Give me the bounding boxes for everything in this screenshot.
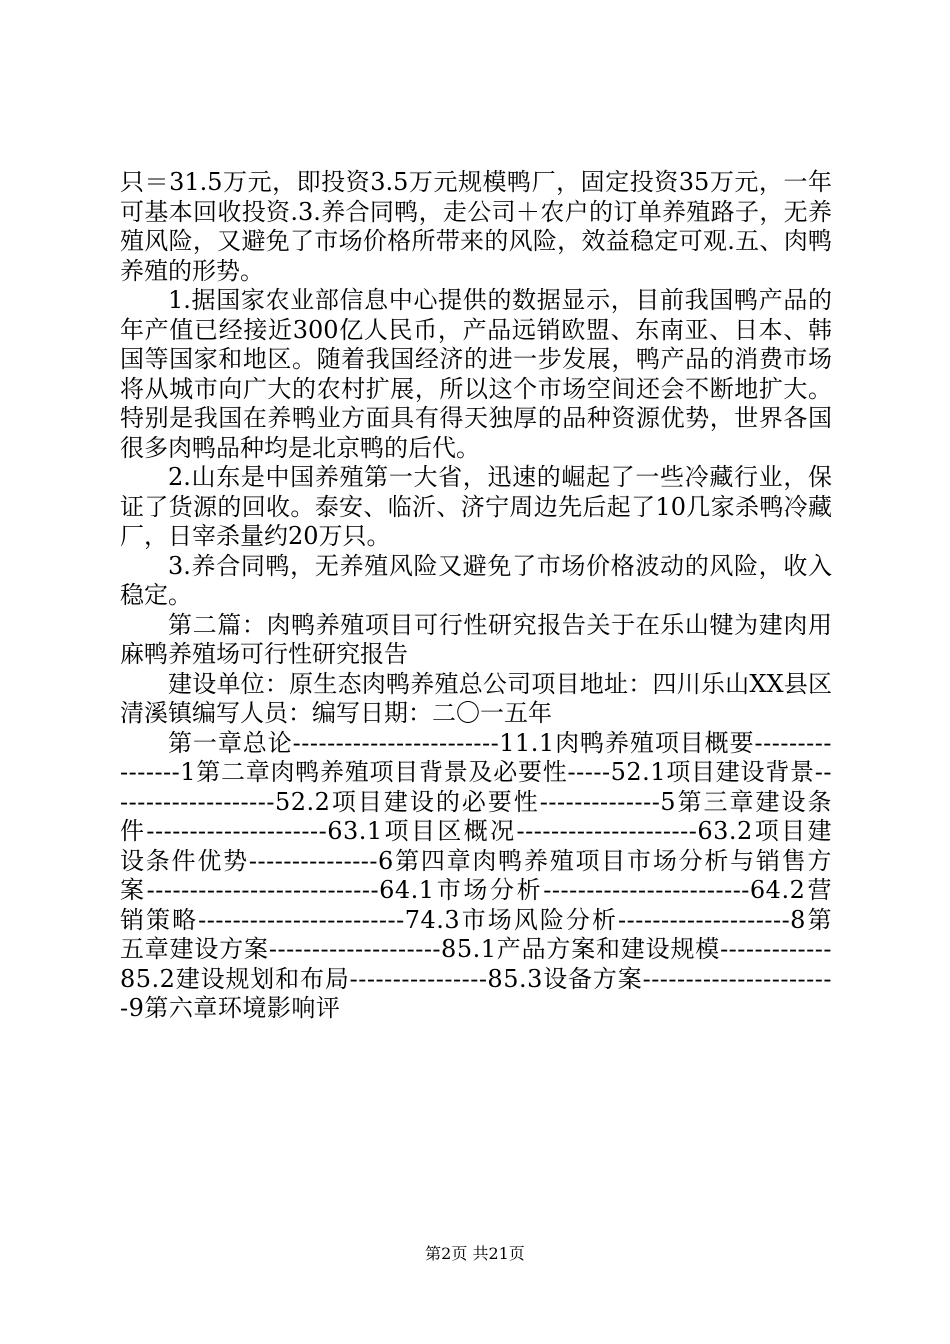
paragraph-contract-ducks: 3.养合同鸭，无养殖风险又避免了市场价格波动的风险，收入稳定。 — [120, 551, 832, 609]
page-footer: 第2页 共21页 — [425, 1244, 525, 1263]
paragraph-investment-return: 只＝31.5万元，即投资3.5万元规模鸭厂，固定投资35万元，一年可基本回收投资.3.养合同鸭，走公司＋农户的订单养殖路子，无养殖风险，又避免了市场价格所带来的风险，效益稳定可观.五、肉鸭养殖的形势。 — [120, 168, 832, 285]
paragraph-project-info: 建设单位：原生态肉鸭养殖总公司项目地址：四川乐山XX县区清溪镇编写人员：编写日期：二〇一五年 — [120, 669, 832, 727]
paragraph-shandong: 2.山东是中国养殖第一大省，迅速的崛起了一些冷藏行业，保证了货源的回收。泰安、临沂、济宁周边先后起了10几家杀鸭冷藏厂，日宰杀量约20万只。 — [120, 463, 832, 550]
paragraph-part-two-title: 第二篇：肉鸭养殖项目可行性研究报告关于在乐山犍为建肉用麻鸭养殖场可行性研究报告 — [120, 610, 832, 668]
table-of-contents: 第一章总论------------------------11.1肉鸭养殖项目概要----------------1第二章肉鸭养殖项目背景及必要性-----52.1项目建设背景--------------------52.2项目建设的必要性--------------5第三章建设条件---------------------63.1项目区概况---------------------63.2项目建设条件优势---------------6第四章肉鸭养殖项目市场分析与销售方案---------------------------64.1市场分析------------------------64.2营销策略------------------------74.3市场风险分析--------------------8第五章建设方案--------------------85.1产品方案和建设规模-------------85.2建设规划和布局----------------85.3设备方案-----------------------9第六章环境影响评 — [120, 728, 832, 1022]
document-body — [120, 168, 832, 1024]
paragraph-market-data: 1.据国家农业部信息中心提供的数据显示，目前我国鸭产品的年产值已经接近300亿人民币，产品远销欧盟、东南亚、日本、韩国等国家和地区。随着我国经济的进一步发展，鸭产品的消费市场将从城市向广大的农村扩展，所以这个市场空间还会不断地扩大。特别是我国在养鸭业方面具有得天独厚的品种资源优势，世界各国很多肉鸭品种均是北京鸭的后代。 — [120, 286, 832, 462]
